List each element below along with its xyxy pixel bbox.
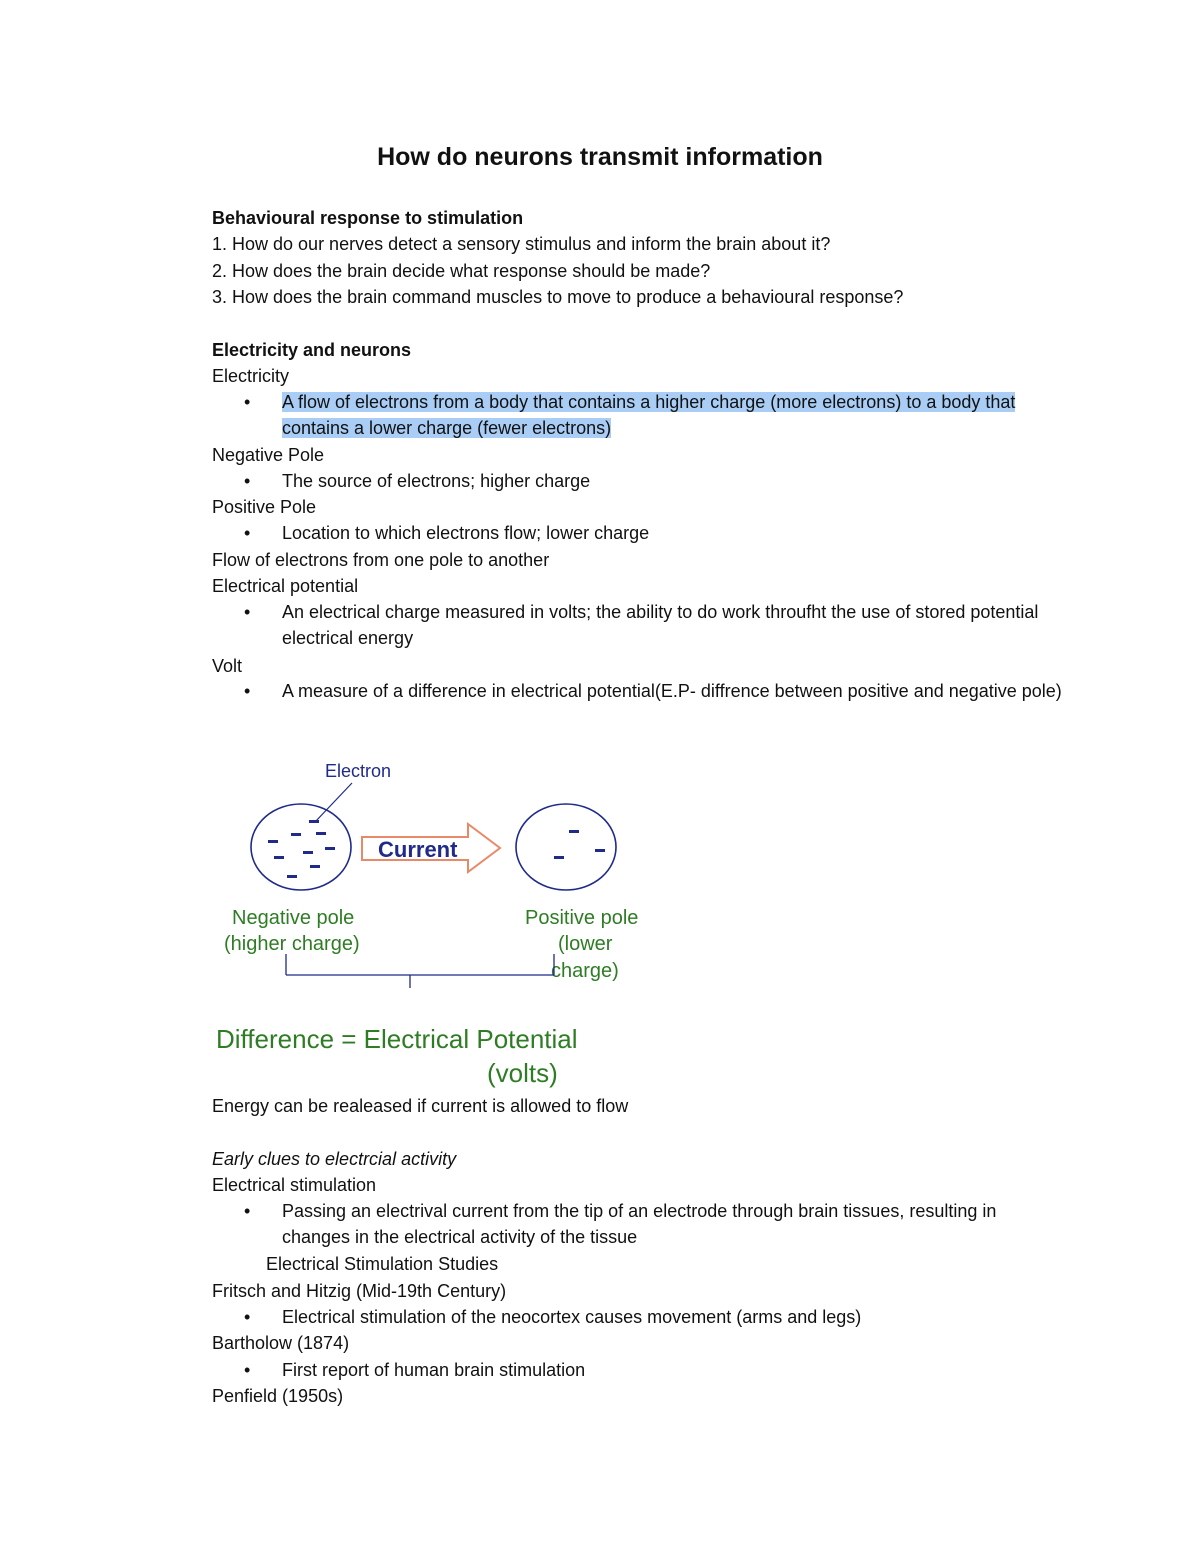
- bullet-bartholow: • First report of human brain stimulation: [212, 1357, 1062, 1383]
- difference-unit: (volts): [487, 1058, 558, 1088]
- bullet-dot-icon: •: [244, 471, 251, 491]
- electron-mark: [310, 865, 320, 868]
- negative-pole-label: Negative pole: [232, 907, 355, 929]
- positive-pole-sublabel-2: charge): [551, 960, 619, 982]
- electron-label: Electron: [325, 761, 392, 781]
- electrical-potential-diagram: [212, 750, 672, 1095]
- bullet-dot-icon: •: [244, 602, 251, 622]
- term-penfield: Penfield (1950s): [212, 1386, 344, 1406]
- term-electrical-stimulation: Electrical stimulation: [212, 1175, 377, 1195]
- negative-pole-circle: [251, 804, 351, 890]
- bullet-dot-icon: •: [244, 392, 251, 412]
- positive-pole-sublabel-1: (lower: [558, 933, 613, 955]
- electron-mark: [303, 851, 313, 854]
- electron-mark: [274, 856, 284, 859]
- bullet-negative-pole: • The source of electrons; higher charge: [212, 468, 1062, 494]
- section-heading-early-clues: Early clues to electrcial activity: [212, 1149, 457, 1169]
- positive-pole-label: Positive pole: [525, 907, 639, 929]
- highlighted-definition: A flow of electrons from a body that contains a higher charge (more electrons) to a body that contains a lower charge (fewer electrons): [282, 392, 1016, 439]
- electron-mark: [316, 832, 326, 835]
- bullet-dot-icon: •: [244, 1360, 251, 1380]
- term-electricity: Electricity: [212, 366, 290, 386]
- negative-pole-sublabel: (higher charge): [224, 933, 360, 955]
- difference-bracket: [286, 954, 554, 988]
- bullet-fritsch-hitzig: • Electrical stimulation of the neocortex causes movement (arms and legs): [212, 1304, 1062, 1330]
- bullet-electricity: [212, 389, 1062, 442]
- positive-pole-circle: [516, 804, 616, 890]
- question-3: 3. How does the brain command muscles to move to produce a behavioural response?: [212, 287, 904, 307]
- electron-mark: [287, 875, 297, 878]
- flow-line: Flow of electrons from one pole to another: [212, 550, 550, 570]
- question-1: 1. How do our nerves detect a sensory stimulus and inform the brain about it?: [212, 234, 831, 254]
- term-bartholow: Bartholow (1874): [212, 1333, 350, 1353]
- bullet-electrical-potential: • An electrical charge measured in volts; the ability to do work throufht the use of stored potential electrical energy: [212, 599, 1062, 652]
- difference-equation: Difference = Electrical Potential: [216, 1024, 578, 1054]
- section-heading-electricity: Electricity and neurons: [212, 340, 412, 360]
- bullet-positive-pole: • Location to which electrons flow; lower charge: [212, 520, 1062, 546]
- bullet-dot-icon: •: [244, 1201, 251, 1221]
- bullet-dot-icon: •: [244, 523, 251, 543]
- electron-mark: [268, 840, 278, 843]
- term-positive-pole: Positive Pole: [212, 497, 317, 517]
- current-label: Current: [378, 837, 458, 862]
- electron-mark: [309, 820, 319, 823]
- term-electrical-potential: Electrical potential: [212, 576, 359, 596]
- studies-subheading: Electrical Stimulation Studies: [266, 1254, 499, 1274]
- electron-mark: [554, 856, 564, 859]
- energy-line: Energy can be realeased if current is allowed to flow: [212, 1096, 629, 1116]
- electron-mark: [325, 847, 335, 850]
- bullet-dot-icon: •: [244, 681, 251, 701]
- question-2: 2. How does the brain decide what response should be made?: [212, 261, 711, 281]
- term-volt: Volt: [212, 656, 243, 676]
- section-heading-behavioural: Behavioural response to stimulation: [212, 208, 524, 228]
- electrons-negative: [268, 820, 335, 878]
- bullet-dot-icon: •: [244, 1307, 251, 1327]
- bullet-electrical-stimulation: • Passing an electrival current from the tip of an electrode through brain tissues, resulting in changes in the electrical activity of the tissue: [212, 1198, 1062, 1251]
- electron-mark: [595, 849, 605, 852]
- term-fritsch-hitzig: Fritsch and Hitzig (Mid-19th Century): [212, 1281, 507, 1301]
- term-negative-pole: Negative Pole: [212, 445, 325, 465]
- electrons-positive: [554, 830, 605, 859]
- electron-mark: [291, 833, 301, 836]
- electron-mark: [569, 830, 579, 833]
- bullet-volt: • A measure of a difference in electrical potential(E.P- diffrence between positive and negative pole): [212, 678, 1062, 704]
- electron-pointer-line: [315, 783, 352, 822]
- page-title: How do neurons transmit information: [377, 143, 823, 171]
